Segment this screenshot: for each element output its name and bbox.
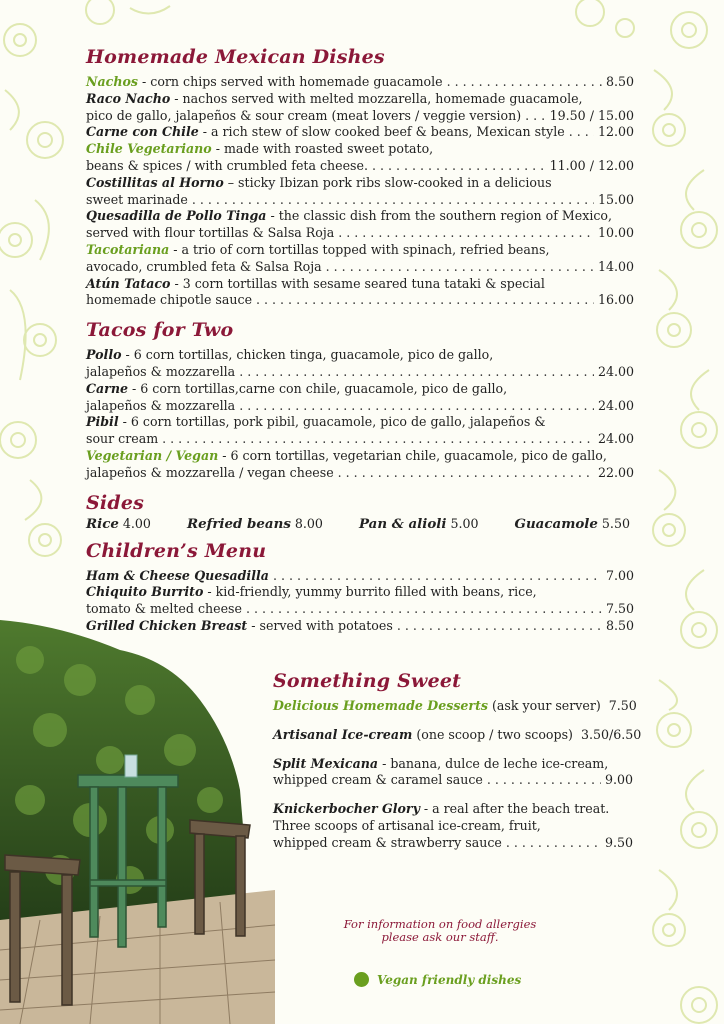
sweet-section <box>273 670 642 864</box>
dot-leader <box>162 431 594 448</box>
menu-item <box>86 74 634 91</box>
menu-item-line <box>86 398 634 415</box>
menu-item-description: jalapeños & mozzarella / vegan cheese <box>86 464 334 480</box>
menu-item <box>86 618 634 635</box>
menu-item-line <box>273 726 642 744</box>
side-item: Guacamole 5.50 <box>514 515 630 532</box>
menu-item-price: 7.00 <box>605 567 634 583</box>
menu-item-name: Grilled Chicken Breast <box>86 617 248 633</box>
section-title-children: Children’s Menu <box>86 539 267 562</box>
menu-item-line <box>86 414 634 431</box>
menu-item-description: - a real after the beach treat. <box>419 801 610 817</box>
menu-item-description: - 6 corn tortillas, pork pibil, guacamole, pico de gallo, jalapeños & <box>118 414 546 430</box>
menu-item-name: Pibil <box>86 414 119 430</box>
menu-item <box>86 175 634 209</box>
menu-item-line <box>86 259 634 276</box>
section-title-sides: Sides <box>86 491 145 514</box>
menu-item <box>86 91 634 125</box>
menu-item <box>86 448 634 482</box>
menu-item <box>273 698 637 715</box>
menu-item-description: jalapeños & mozzarella <box>86 363 236 379</box>
menu-item <box>86 584 634 618</box>
menu-item-description: - 6 corn tortillas, chicken tinga, guacamole, pico de gallo, <box>121 347 494 363</box>
menu-item <box>273 756 633 790</box>
menu-item-description: - nachos served with melted mozzarella, homemade guacamole, <box>170 90 583 106</box>
dot-leader <box>239 398 594 415</box>
menu-item-description: jalapeños & mozzarella <box>86 397 236 413</box>
menu-item-description: - corn chips served with homemade guacamole <box>138 74 443 89</box>
menu-item-price: 22.00 <box>597 464 634 480</box>
menu-item-price: 8.50 <box>605 74 634 89</box>
menu-item-price: 10.00 <box>597 225 634 241</box>
menu-item-name: Chiquito Burrito <box>86 584 204 600</box>
dot-leader <box>447 74 602 91</box>
menu-item-description: - 6 corn tortillas, vegetarian chile, guacamole, pico de gallo, <box>218 447 607 463</box>
dot-leader <box>487 772 601 789</box>
menu-item-description: whipped cream & strawberry sauce <box>273 834 502 850</box>
dot-leader <box>397 618 602 635</box>
sides-list <box>86 516 634 532</box>
menu-item-name: Carne <box>86 380 128 396</box>
menu-item-description: Three scoops of artisanal ice-cream, fruit, <box>273 817 541 833</box>
dot-leader <box>506 835 601 852</box>
dot-leader <box>569 124 594 141</box>
menu-item-line <box>273 698 637 715</box>
menu-item-name: Nachos <box>86 74 138 89</box>
vegan-dot-icon <box>354 972 369 987</box>
menu-item-description: served with flour tortillas & Salsa Roja <box>86 225 335 241</box>
menu-item-line <box>86 141 634 158</box>
menu-item <box>86 141 634 175</box>
menu-item-line <box>273 801 633 818</box>
menu-item <box>86 124 634 141</box>
menu-item-name: Carne con Chile <box>86 124 199 140</box>
dot-leader <box>192 192 594 209</box>
menu-item-line <box>86 208 634 225</box>
menu-item-line <box>86 584 634 601</box>
menu-item-price: 11.00 / 12.00 <box>549 157 634 173</box>
menu-item-line <box>86 225 634 242</box>
menu-item-name: Ham & Cheese Quesadilla <box>86 567 269 583</box>
menu-item-name: Delicious Homemade Desserts <box>273 698 488 713</box>
menu-item-name: Chile Vegetariano <box>86 141 212 157</box>
menu-content <box>86 46 634 635</box>
dot-leader <box>239 364 594 381</box>
menu-item-description: pico de gallo, jalapeños & sour cream (meat lovers / veggie version) <box>86 107 522 123</box>
menu-item-description: - 6 corn tortillas,carne con chile, guacamole, pico de gallo, <box>128 380 508 396</box>
vegan-legend: Vegan friendly dishes <box>354 972 521 987</box>
dot-leader <box>246 601 602 618</box>
side-item: Refried beans 8.00 <box>186 515 323 532</box>
floral-border-right <box>644 0 724 1024</box>
side-item: Pan & alioli 5.00 <box>358 515 479 532</box>
menu-item-line <box>86 175 634 192</box>
menu-item-line <box>86 431 634 448</box>
tacos-list <box>86 347 634 481</box>
dot-leader <box>256 292 594 309</box>
menu-item-description: homemade chipotle sauce <box>86 292 253 308</box>
menu-item-price: 9.50 <box>604 834 633 850</box>
menu-item <box>273 726 642 744</box>
menu-item-description: beans & spices / with crumbled feta cheese. <box>86 157 368 173</box>
dot-leader <box>525 108 546 125</box>
menu-item <box>86 414 634 448</box>
children-list <box>86 568 634 635</box>
section-title-main: Homemade Mexican Dishes <box>86 46 385 68</box>
menu-item-description: - served with potatoes <box>247 617 393 633</box>
menu-item-price: 14.00 <box>597 258 634 274</box>
menu-item-line <box>273 756 633 773</box>
menu-item-description: (ask your server) <box>487 698 601 713</box>
menu-item-name: Vegetarian / Vegan <box>86 447 219 463</box>
section-title-sweet: Something Sweet <box>273 670 462 692</box>
dot-leader <box>326 259 594 276</box>
menu-item-name: Knickerbocher Glory <box>273 801 420 817</box>
menu-item-line <box>86 108 634 125</box>
menu-item <box>86 242 634 276</box>
main-dishes-list <box>86 74 634 309</box>
menu-item-line <box>86 601 634 618</box>
menu-item-name: Split Mexicana <box>273 755 379 771</box>
menu-item-description: (one scoop / two scoops) <box>412 726 573 742</box>
menu-item-line <box>86 192 634 209</box>
menu-item-price: 8.50 <box>605 617 634 633</box>
menu-item-description: – sticky Ibizan pork ribs slow-cooked in a delicious <box>223 174 552 190</box>
menu-item-description: sweet marinade <box>86 191 188 207</box>
menu-item-description: - a trio of corn tortillas topped with spinach, refried beans, <box>169 241 550 257</box>
menu-item-description: - banana, dulce de leche ice-cream, <box>378 755 609 771</box>
menu-item-description: avocado, crumbled feta & Salsa Roja <box>86 258 322 274</box>
menu-item-line <box>86 347 634 364</box>
menu-item-price: 24.00 <box>597 397 634 413</box>
menu-item-line <box>273 835 633 852</box>
menu-item-price: 7.50 <box>608 698 637 713</box>
menu-item-line <box>86 91 634 108</box>
menu-item-price: 16.00 <box>597 292 634 308</box>
menu-item <box>86 276 634 310</box>
menu-item-line <box>86 74 634 91</box>
menu-item-price: 12.00 <box>597 124 634 140</box>
menu-item-price: 7.50 <box>605 601 634 617</box>
menu-item-description: - made with roasted sweet potato, <box>211 141 434 157</box>
sweet-list <box>273 698 642 852</box>
menu-item-price: 24.00 <box>597 363 634 379</box>
dot-leader <box>372 158 546 175</box>
menu-item-name: Quesadilla de Pollo Tinga <box>86 208 267 224</box>
menu-item-line <box>86 276 634 293</box>
menu-item-line <box>273 818 633 835</box>
menu-item <box>273 801 633 851</box>
menu-item-line <box>86 364 634 381</box>
menu-item-description: - a rich stew of slow cooked beef & beans, Mexican style <box>198 124 565 140</box>
menu-item-description: - kid-friendly, yummy burrito filled with beans, rice, <box>203 584 537 600</box>
menu-item-line <box>86 568 634 585</box>
menu-item-description: sour cream <box>86 431 159 447</box>
side-item: Rice 4.00 <box>86 515 151 532</box>
patio-photo <box>0 617 275 1024</box>
menu-item-line <box>86 292 634 309</box>
allergy-note: For information on food allergies please ask our staff. <box>343 917 537 944</box>
menu-item-description: - 3 corn tortillas with sesame seared tuna tataki & special <box>170 275 545 291</box>
floral-border-top <box>70 0 644 40</box>
menu-item-line <box>86 242 634 259</box>
menu-item-name: Artisanal Ice-cream <box>273 726 413 742</box>
menu-item <box>86 208 634 242</box>
menu-item-price: 24.00 <box>597 431 634 447</box>
menu-item-line <box>86 465 634 482</box>
dot-leader <box>338 465 594 482</box>
menu-item-line <box>273 772 633 789</box>
dot-leader <box>338 225 594 242</box>
menu-item-description: - the classic dish from the southern region of Mexico, <box>266 208 612 224</box>
menu-item-price: 19.50 / 15.00 <box>549 107 634 123</box>
menu-item-line <box>86 158 634 175</box>
dot-leader <box>273 568 602 585</box>
menu-item-price: 15.00 <box>597 191 634 207</box>
menu-item-description: tomato & melted cheese <box>86 601 242 617</box>
menu-item-description: whipped cream & caramel sauce <box>273 772 483 788</box>
menu-item-line <box>86 618 634 635</box>
menu-item-name: Raco Nacho <box>86 90 171 106</box>
section-title-tacos: Tacos for Two <box>86 319 234 342</box>
menu-item <box>86 381 634 415</box>
menu-item-price: 3.50/6.50 <box>580 726 642 742</box>
menu-item-name: Pollo <box>86 347 122 363</box>
menu-item-line <box>86 448 634 465</box>
menu-item-line <box>86 381 634 398</box>
menu-item <box>86 347 634 381</box>
menu-item-line <box>86 124 634 141</box>
menu-item <box>86 568 634 585</box>
menu-item-name: Costillitas al Horno <box>86 174 224 190</box>
menu-item-name: Atún Tataco <box>86 275 171 291</box>
menu-item-name: Tacotariana <box>86 241 170 257</box>
menu-item-price: 9.00 <box>604 772 633 788</box>
